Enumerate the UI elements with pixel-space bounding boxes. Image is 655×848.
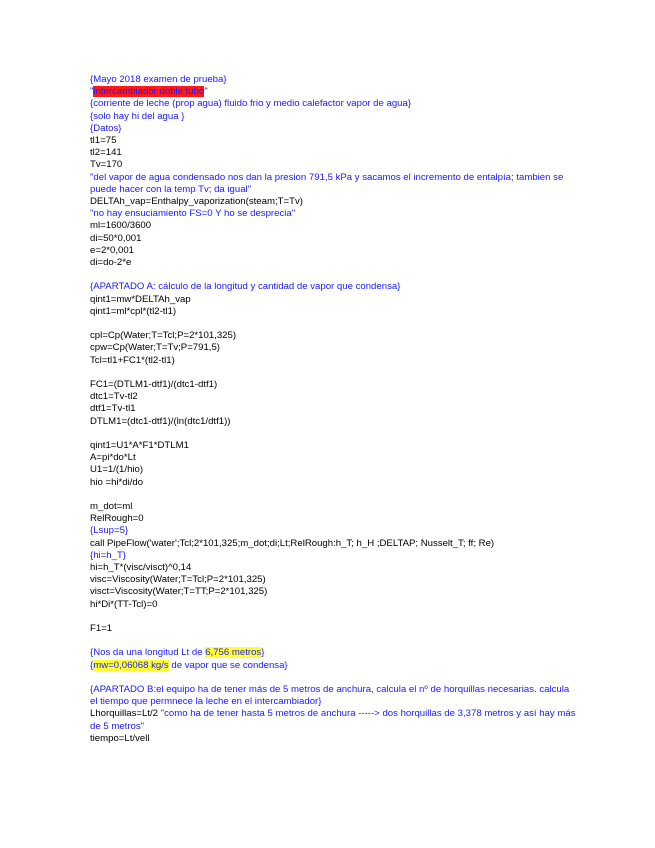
string-comment: "del vapor de agua condensado nos dan la presion 791,5 kPa y sacamos el incremento de entalpía; tambien se puede hacer con la temp Tv; da igual" [90, 171, 564, 195]
comment-line: {corriente de leche (prop agua) fluido frio y medio calefactor vapor de agua} [90, 98, 412, 110]
blank-line [90, 635, 580, 647]
blank-line [90, 367, 580, 379]
blank-line [90, 611, 580, 623]
code-line: ml=1600/3600 [90, 220, 152, 232]
comment-line: {Lsup=5} [90, 525, 129, 537]
code-line: call PipeFlow('water';Tcl;2*101,325;m_dot;di;Lt;RelRough:h_T; h_H ;DELTAP; Nusselt_T; ff; Re) [90, 537, 495, 549]
highlighted-mass-flow: mw=0,06068 kg/s [93, 659, 169, 671]
blank-line [90, 318, 580, 330]
code-line: visct=Viscosity(Water;T=TT;P=2*101,325) [90, 586, 268, 598]
code-line: DTLM1=(dtc1-dtf1)/(ln(dtc1/dtf1)) [90, 415, 231, 427]
code-line: RelRough=0 [90, 513, 144, 525]
code-line: hi*Di*(TT-Tcl)=0 [90, 598, 158, 610]
code-line: U1=1/(1/hio) [90, 464, 144, 476]
code-line: visc=Viscosity(Water;T=Tcl;P=2*101,325) [90, 574, 266, 586]
code-line: hi=h_T*(visc/visct)^0,14 [90, 562, 192, 574]
code-line: qint1=mw*DELTAh_vap [90, 293, 191, 305]
result-prefix: { [90, 659, 94, 671]
blank-line [90, 672, 580, 684]
comment-line: {hi=h_T} [90, 549, 127, 561]
comment-datos: {Datos} [90, 122, 122, 134]
result-length-comment [90, 647, 580, 659]
code-line: Tcl=tl1+FC1*(tl2-tl1) [90, 354, 175, 366]
quote-open: " [90, 86, 94, 98]
blank-line [90, 269, 580, 281]
quote-close: " [204, 86, 208, 98]
code-line: F1=1 [90, 623, 113, 635]
comment-title: {Mayo 2018 examen de prueba} [90, 74, 227, 85]
section-b-heading: {APARTADO B:el equipo ha de tener más de 5 metros de anchura, calcula el nº de horquillas necesarias. calcula [90, 684, 570, 696]
code-part: Lhorquillas=Lt/2 [90, 708, 161, 720]
code-line: di=do-2*e [90, 257, 132, 269]
code-line: tiempo=Lt/vell [90, 732, 150, 744]
code-line: Tv=170 [90, 159, 123, 171]
result-suffix: de vapor que se condensa} [168, 659, 288, 671]
section-b-heading-cont: el tiempo que permnece la leche en el intercambiador} [90, 696, 322, 708]
code-line: cpl=Cp(Water;T=Tcl;P=2*101,325) [90, 330, 237, 342]
code-line: dtf1=Tv-tl1 [90, 403, 136, 415]
highlighted-heading: intercambiador doble tubo [93, 86, 205, 98]
code-line: tl2=141 [90, 147, 122, 159]
code-line-with-comment [90, 708, 580, 732]
string-comment: "como ha de tener hasta 5 metros de anchura -----> dos horquillas de 3,378 metros y así hay más de 5 metros" [90, 708, 576, 732]
string-heading [90, 86, 580, 98]
code-line: FC1=(DTLM1-dtf1)/(dtc1-dtf1) [90, 379, 218, 391]
comment-line: {solo hay hi del agua } [90, 110, 185, 122]
code-line: e=2*0,001 [90, 244, 135, 256]
code-line: cpw=Cp(Water;T=Tv;P=791,5) [90, 342, 221, 354]
code-line: hio =hi*di/do [90, 476, 144, 488]
result-suffix: } [261, 647, 265, 659]
string-comment: "no hay ensuciamiento FS=0 Y ho se desprecia" [90, 208, 296, 220]
ees-code-listing [90, 74, 580, 745]
code-line: di=50*0,001 [90, 232, 142, 244]
blank-line [90, 428, 580, 440]
blank-line [90, 489, 580, 501]
code-line: DELTAh_vap=Enthalpy_vaporization(steam;T=Tv) [90, 196, 303, 208]
code-line: m_dot=ml [90, 501, 133, 513]
section-a-heading: {APARTADO A: cálculo de la longitud y cantidad de vapor que condensa} [90, 281, 401, 293]
code-line: tl1=75 [90, 135, 117, 147]
highlighted-length: 6,756 metros [205, 647, 262, 659]
result-mass-comment [90, 660, 580, 672]
code-line: A=pi*do*Lt [90, 452, 136, 464]
code-line: qint1=U1*A*F1*DTLM1 [90, 440, 189, 452]
code-line: dtc1=Tv-tl2 [90, 391, 138, 403]
result-prefix: {Nos da una longitud Lt de [90, 647, 206, 659]
code-line: qint1=ml*cpl*(tl2-tl1) [90, 305, 177, 317]
